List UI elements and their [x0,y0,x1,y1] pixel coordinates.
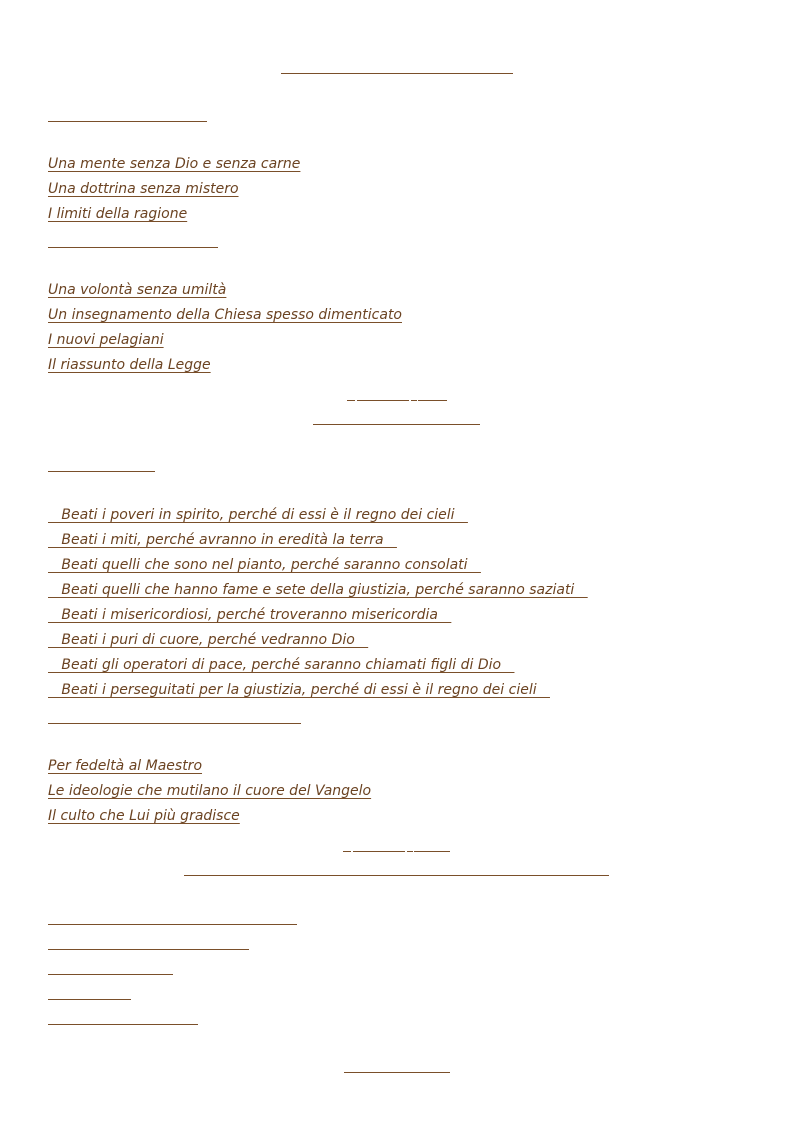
beatitude-link[interactable]: Beati i miti, perché avranno in eredità la terra [48,532,397,548]
separator-rule [347,400,355,401]
footnote-rule [48,999,131,1000]
toc-link[interactable]: Una volontà senza umiltà [48,282,227,298]
chapter-title-rule [313,424,480,425]
separator-rule [418,400,447,401]
beatitude-link[interactable]: Beati quelli che hanno fame e sete della giustizia, perché saranno saziati [48,582,588,598]
toc-link[interactable]: I nuovi pelagiani [48,332,164,348]
toc-link[interactable]: Un insegnamento della Chiesa spesso dimenticato [48,307,402,323]
toc-link[interactable]: Il culto che Lui più gradisce [48,808,240,824]
beatitude-link[interactable]: Beati i puri di cuore, perché vedranno Dio [48,632,369,648]
toc-link[interactable]: Una dottrina senza mistero [48,181,239,197]
beatitude-link[interactable]: Beati i poveri in spirito, perché di essi è il regno dei cieli [48,507,468,523]
separator-rule [357,400,409,401]
page-end-rule [344,1072,450,1073]
separator-rule [411,400,417,401]
toc-link[interactable]: Le ideologie che mutilano il cuore del Vangelo [48,783,372,799]
chapter-title-rule [281,73,513,74]
section-heading-rule [48,723,301,724]
footnote-rule [48,949,249,950]
beatitude-link[interactable]: Beati i misericordiosi, perché troveranno misericordia [48,607,452,623]
section-heading-rule [48,121,207,122]
separator-rule [353,851,405,852]
section-heading-rule [48,471,155,472]
beatitude-link[interactable]: Beati gli operatori di pace, perché saranno chiamati figli di Dio [48,657,515,673]
chapter-title-rule [184,875,609,876]
separator-rule [414,851,450,852]
toc-link[interactable]: I limiti della ragione [48,206,188,222]
toc-link[interactable]: Una mente senza Dio e senza carne [48,156,301,172]
separator-rule [343,851,351,852]
beatitude-link[interactable]: Beati i perseguitati per la giustizia, perché di essi è il regno dei cieli [48,682,550,698]
beatitude-link[interactable]: Beati quelli che sono nel pianto, perché saranno consolati [48,557,481,573]
toc-link[interactable]: Il riassunto della Legge [48,357,211,373]
toc-link[interactable]: Per fedeltà al Maestro [48,758,203,774]
footnote-rule [48,1024,198,1025]
footnote-rule [48,924,297,925]
footnote-rule [48,974,173,975]
section-heading-rule [48,247,218,248]
separator-rule [407,851,413,852]
